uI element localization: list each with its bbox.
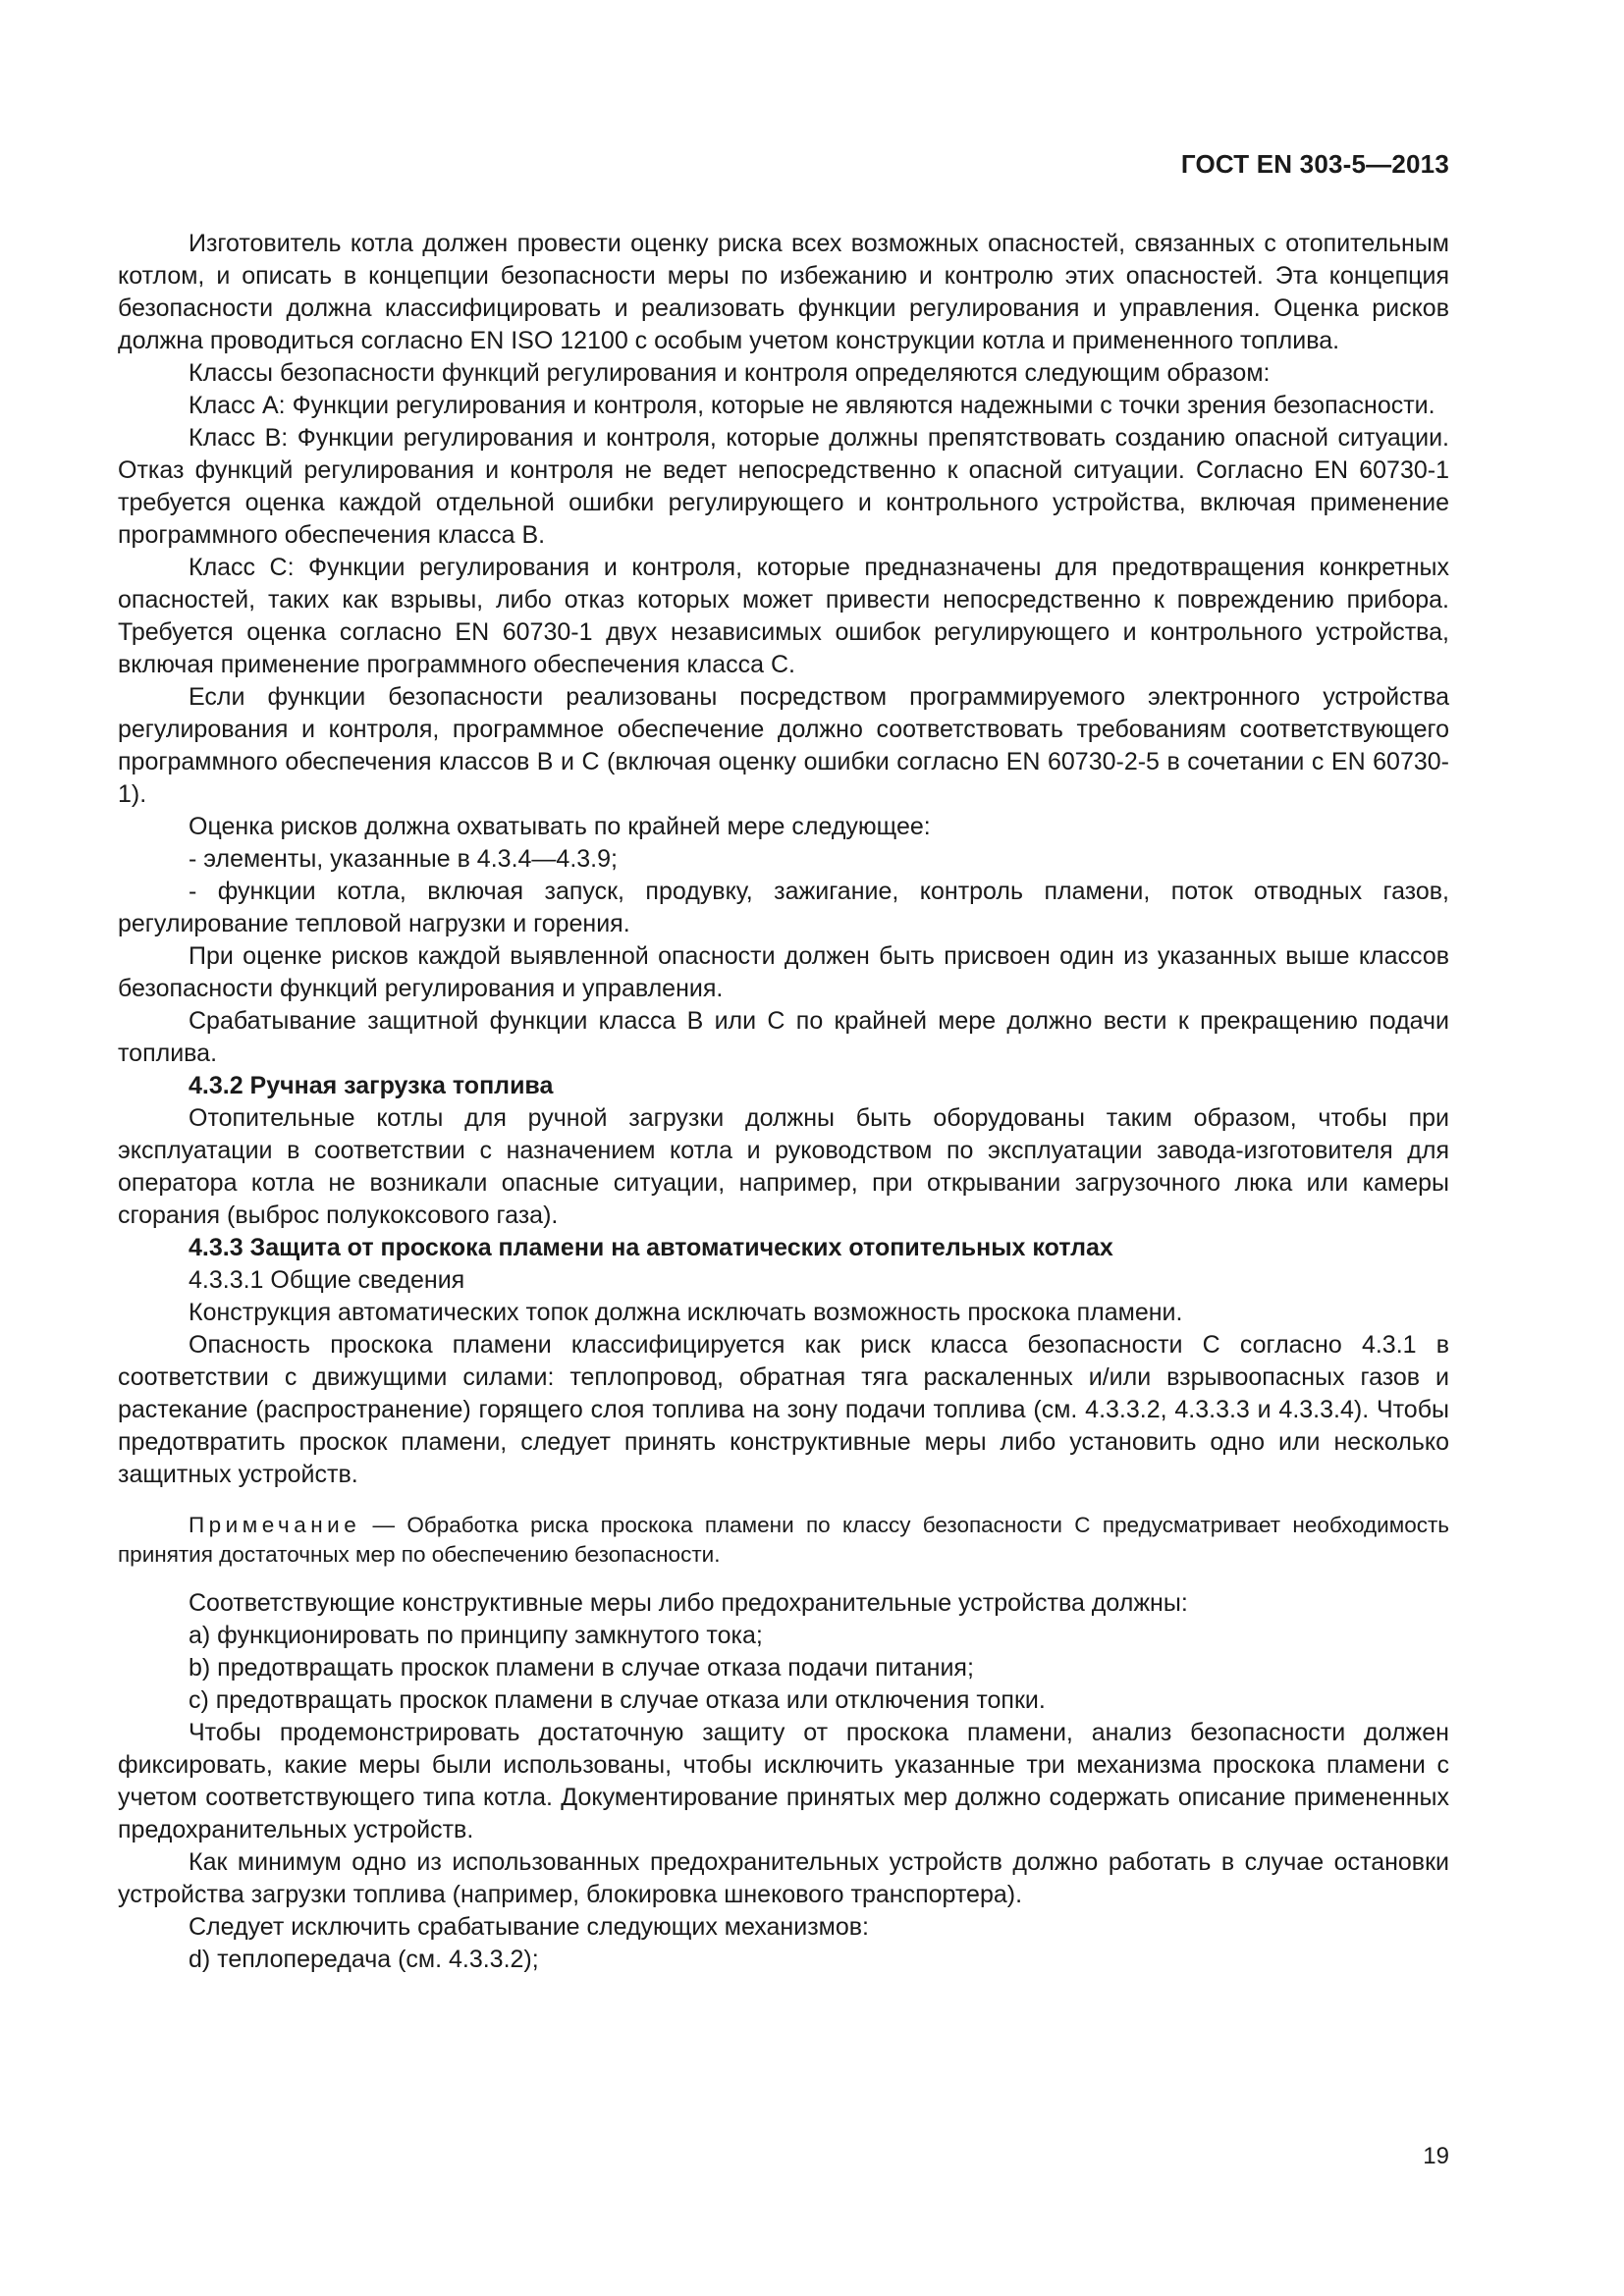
paragraph: Изготовитель котла должен провести оценку риска всех возможных опасностей, связанных с отопительным котлом, и описать в концепции безопасности меры по избежанию и контролю этих опасностей. Эта концепция безопасности должна классифицировать и реализовать функции регулирования и управления. Оценка рисков должна проводиться согласно EN ISO 12100 с особым учетом конструкции котла и примененного топлива. [118,230,1449,354]
section-heading-4-3-2: 4.3.2 Ручная загрузка топлива [189,1072,554,1099]
paragraph: При оценке рисков каждой выявленной опасности должен быть присвоен один из указанных выше классов безопасности функций регулирования и управления. [118,942,1449,1002]
section-heading-4-3-3: 4.3.3 Защита от проскока пламени на автоматических отопительных котлах [189,1234,1113,1261]
paragraph: Как минимум одно из использованных предохранительных устройств должно работать в случае остановки устройства загрузки топлива (например, блокировка шнекового транспортера). [118,1848,1449,1908]
paragraph: Класс С: Функции регулирования и контроля, которые предназначены для предотвращения конкретных опасностей, таких как взрывы, либо отказ которых может привести непосредственно к повреждению прибора. Требуется оценка согласно EN 60730-1 двух независимых ошибок регулирующего и контрольного устройства, включая применение программного обеспечения класса С. [118,554,1449,678]
list-item: b) предотвращать проскок пламени в случае отказа подачи питания; [189,1654,974,1682]
subsection-heading-4-3-3-1: 4.3.3.1 Общие сведения [189,1266,465,1294]
note-label: Примечание [189,1513,361,1537]
paragraph: Срабатывание защитной функции класса В или С по крайней мере должно вести к прекращению подачи топлива. [118,1007,1449,1067]
list-item: c) предотвращать проскок пламени в случае отказа или отключения топки. [189,1686,1046,1714]
paragraph: Если функции безопасности реализованы посредством программируемого электронного устройства регулирования и контроля, программное обеспечение должно соответствовать требованиям соответствующего программного обеспечения классов В и С (включая оценку ошибки согласно EN 60730-2-5 в сочетании с EN 60730-1). [118,683,1449,808]
document-body [118,228,1449,1976]
list-item: - элементы, указанные в 4.3.4—4.3.9; [189,845,618,873]
note-text: — Обработка риска проскока пламени по классу безопасности С предусматривает необходимость принятия достаточных мер по обеспечению безопасности. [118,1513,1449,1567]
paragraph: Следует исключить срабатывание следующих механизмов: [189,1913,869,1941]
paragraph: Опасность проскока пламени классифицируется как риск класса безопасности С согласно 4.3.1 в соответствии с движущими силами: теплопровод, обратная тяга раскаленных и/или взрывоопасных газов и растекание (распространение) горящего слоя топлива на зону подачи топлива (см. 4.3.3.2, 4.3.3.3 и 4.3.3.4). Чтобы предотвратить проскок пламени, следует принять конструктивные меры либо установить одно или несколько защитных устройств. [118,1331,1449,1488]
page-number: 19 [1423,2143,1449,2169]
paragraph: Класс А: Функции регулирования и контроля, которые не являются надежными с точки зрения безопасности. [189,392,1435,419]
paragraph: Чтобы продемонстрировать достаточную защиту от проскока пламени, анализ безопасности должен фиксировать, какие меры были использованы, чтобы исключить указанные три механизма проскока пламени с учетом соответствующего типа котла. Документирование принятых мер должно содержать описание примененных предохранительных устройств. [118,1719,1449,1843]
paragraph: Соответствующие конструктивные меры либо предохранительные устройства должны: [189,1589,1188,1617]
paragraph: Отопительные котлы для ручной загрузки должны быть оборудованы таким образом, чтобы при эксплуатации в соответствии с назначением котла и руководством по эксплуатации завода-изготовителя для оператора котла не возникали опасные ситуации, например, при открывании загрузочного люка или камеры сгорания (выброс полукоксового газа). [118,1104,1449,1229]
list-item: - функции котла, включая запуск, продувку, зажигание, контроль пламени, поток отводных газов, регулирование тепловой нагрузки и горения. [118,878,1449,937]
note [118,1511,1449,1570]
paragraph: Оценка рисков должна охватывать по крайней мере следующее: [189,813,931,840]
document-header: ГОСТ EN 303-5—2013 [1180,149,1449,179]
paragraph: Конструкция автоматических топок должна исключать возможность проскока пламени. [189,1299,1183,1326]
list-item: d) теплопередача (см. 4.3.3.2); [189,1946,539,1973]
list-item: a) функционировать по принципу замкнутого тока; [189,1622,763,1649]
paragraph: Класс В: Функции регулирования и контроля, которые должны препятствовать созданию опасной ситуации. Отказ функций регулирования и контроля не ведет непосредственно к опасной ситуации. Согласно EN 60730-1 требуется оценка каждой отдельной ошибки регулирующего и контрольного устройства, включая применение программного обеспечения класса В. [118,424,1449,549]
paragraph: Классы безопасности функций регулирования и контроля определяются следующим образом: [189,359,1271,387]
